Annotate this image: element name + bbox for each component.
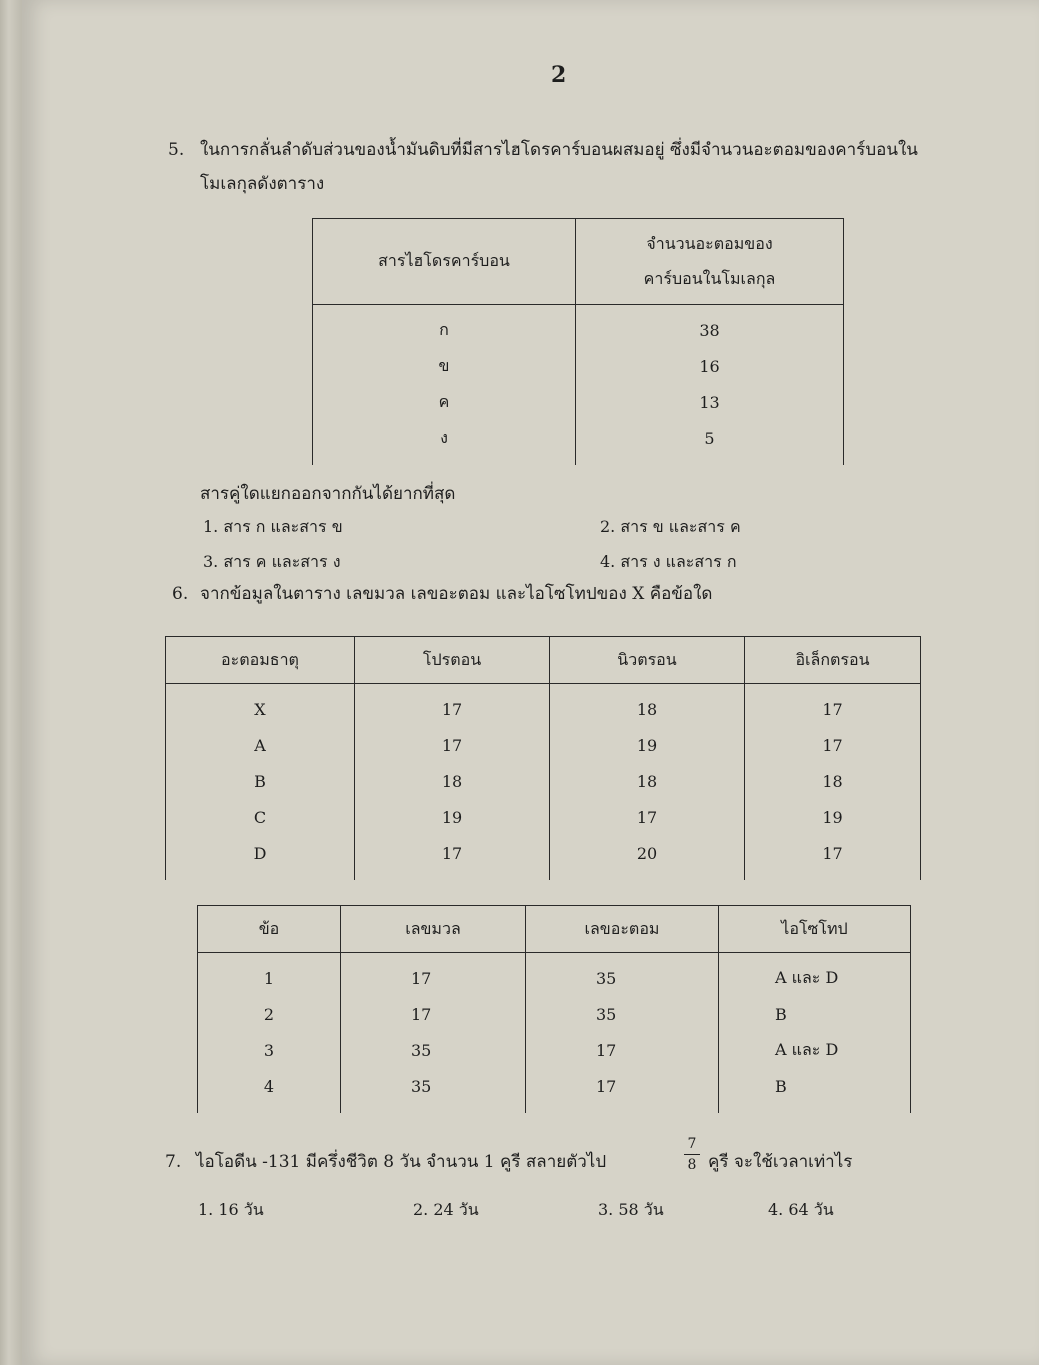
table-row: ข 16 [313, 348, 844, 384]
q7-option-3[interactable]: 3. 58 วัน [598, 1200, 664, 1219]
table-row: D 17 20 17 [166, 835, 921, 880]
table-row: X 17 18 17 [166, 684, 921, 728]
q5-option-2[interactable]: 2. สาร ข และสาร ค [600, 517, 741, 536]
q7-option-4[interactable]: 4. 64 วัน [768, 1200, 834, 1219]
q6-number: 6. [172, 584, 189, 604]
q6-table1 [165, 636, 921, 880]
table-row: 2 17 35 B [198, 996, 911, 1032]
q5-text-line2: โมเลกุลดังตาราง [200, 174, 325, 194]
q5-header-carbon-count [576, 219, 844, 305]
table-row: ค 13 [313, 384, 844, 420]
q5-option-3[interactable]: 3. สาร ค และสาร ง [203, 552, 341, 571]
q6-t1-header-proton: โปรตอน [355, 637, 550, 684]
table-row: 4 35 17 B [198, 1068, 911, 1113]
q6-t2-header-choice: ข้อ [198, 906, 341, 953]
q7-option-2[interactable]: 2. 24 วัน [413, 1200, 479, 1219]
q6-t2-header-atomic-number: เลขอะตอม [526, 906, 719, 953]
page-edge [0, 0, 22, 1365]
q5-header-line2: คาร์บอนในโมเลกุล [643, 268, 776, 288]
table-row: ง 5 [313, 420, 844, 465]
q7-text-after: คูรี จะใช้เวลาเท่าไร [708, 1152, 853, 1172]
q6-t2-header-isotope: ไอโซโทป [719, 906, 911, 953]
q7-fraction-numerator: 7 [687, 1136, 697, 1152]
q5-header-substance: สารไฮโดรคาร์บอน [313, 219, 576, 305]
q5-table [312, 218, 844, 465]
q5-number: 5. [168, 140, 185, 160]
q5-option-4[interactable]: 4. สาร ง และสาร ก [600, 552, 737, 571]
table-row: A 17 19 17 [166, 727, 921, 763]
q6-table2 [197, 905, 911, 1113]
page-number: 2 [551, 62, 567, 88]
q7-fraction [682, 1136, 702, 1173]
q7-number: 7. [165, 1152, 182, 1172]
q6-t2-header-mass-number: เลขมวล [341, 906, 526, 953]
q6-text: จากข้อมูลในตาราง เลขมวล เลขอะตอม และไอโซโทปของ X คือข้อใด [200, 584, 713, 604]
q7-option-1[interactable]: 1. 16 วัน [198, 1200, 264, 1219]
q5-question: สารคู่ใดแยกออกจากกันได้ยากที่สุด [200, 484, 456, 504]
q7-fraction-denominator: 8 [687, 1157, 697, 1173]
q7-text-before: ไอโอดีน -131 มีครึ่งชีวิต 8 วัน จำนวน 1 คูรี สลายตัวไป [196, 1152, 607, 1172]
table-row: 1 17 35 A และ D [198, 953, 911, 997]
q5-option-1[interactable]: 1. สาร ก และสาร ข [203, 517, 343, 536]
q5-header-line1: จำนวนอะตอมของ [646, 233, 773, 253]
table-row: C 19 17 19 [166, 799, 921, 835]
table-row: B 18 18 18 [166, 763, 921, 799]
q7-fraction-bar [684, 1154, 700, 1155]
table-row: ก 38 [313, 305, 844, 349]
q6-t1-header-element: อะตอมธาตุ [166, 637, 355, 684]
table-row: 3 35 17 A และ D [198, 1032, 911, 1068]
q5-text-line1: ในการกลั่นลำดับส่วนของน้ำมันดิบที่มีสารไฮโดรคาร์บอนผสมอยู่ ซึ่งมีจำนวนอะตอมของคาร์บอนใน [200, 140, 918, 160]
q6-t1-header-electron: อิเล็กตรอน [745, 637, 921, 684]
q6-t1-header-neutron: นิวตรอน [550, 637, 745, 684]
